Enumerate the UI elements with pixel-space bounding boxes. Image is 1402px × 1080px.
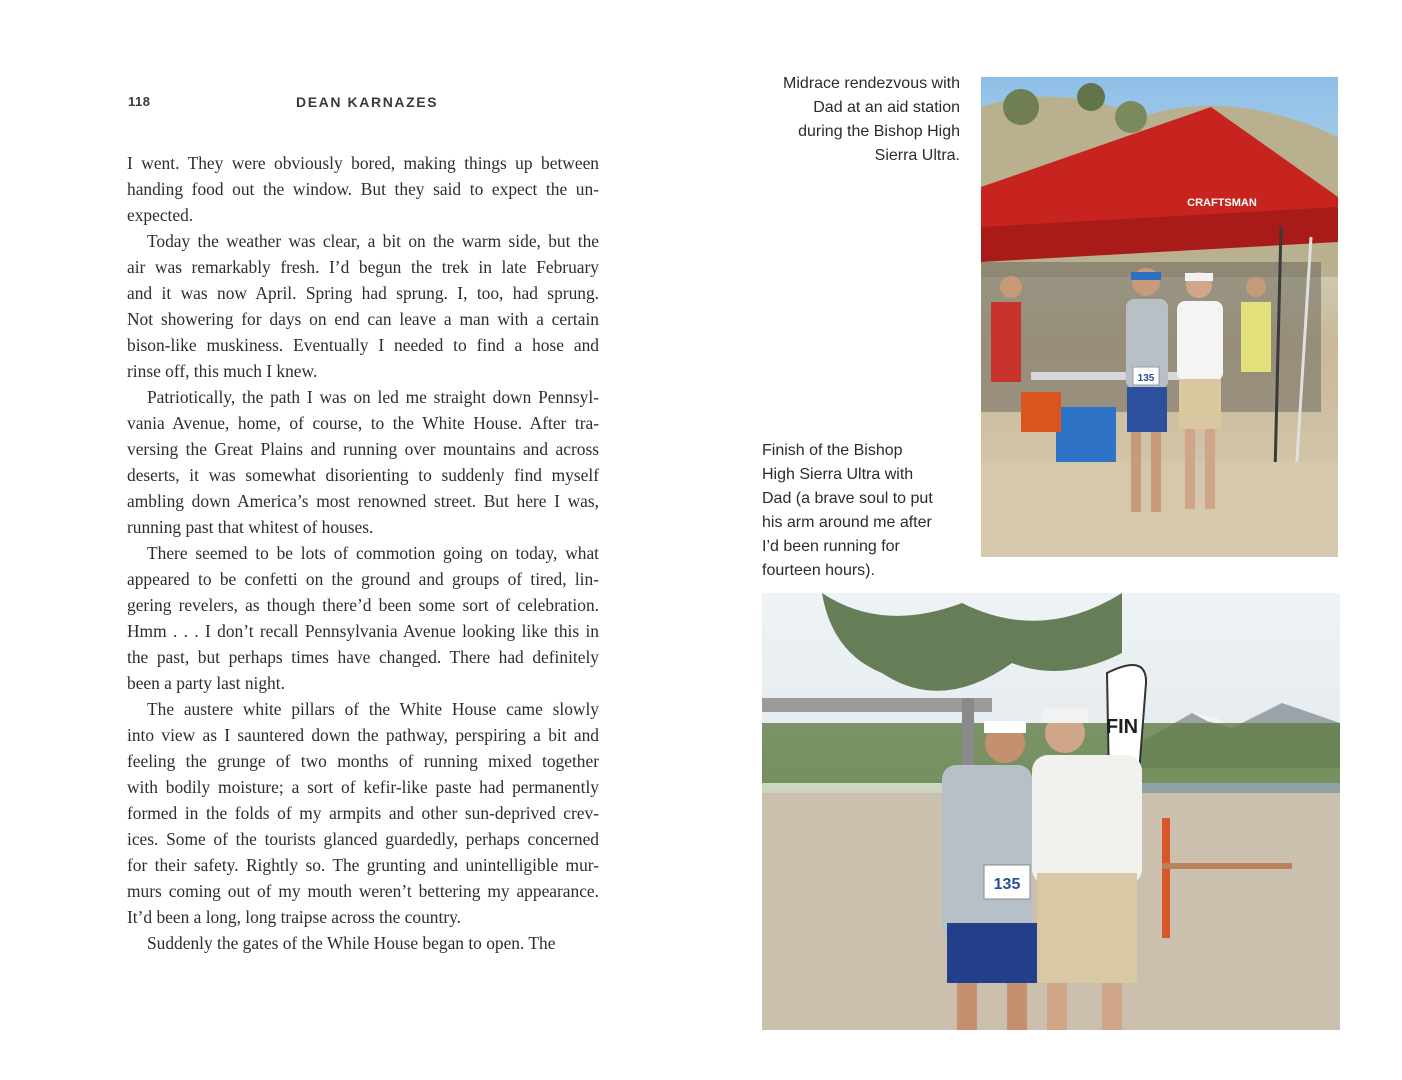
caption-line: Dad (a brave soul to put [762,490,933,507]
dad-leg [1185,429,1195,509]
photo-caption-finish [762,439,972,583]
runner-leg [1151,432,1161,512]
body-text-line: feeling the grunge of two months of running mixed together [127,751,599,771]
body-text-line: bison-like muskiness. Eventually I needed to find a hose and [127,335,599,355]
dad-cap [1042,709,1088,723]
caption-line: fourteen hours). [762,562,875,579]
body-text-line: Today the weather was clear, a bit on the warm side, but the [147,231,599,251]
finish-line-illustration [762,593,1340,1030]
dad-shorts [1037,873,1137,983]
runner-leg [957,983,977,1030]
dad-leg [1205,429,1215,509]
body-text-line: been a party last night. [127,673,285,693]
runner-bib-number: 135 [1137,373,1155,384]
body-text-line: versing the Great Plains and running over mountains and across [127,439,599,459]
shrub [1115,101,1147,133]
caption-line: his arm around me after [762,514,932,531]
caption-line: Finish of the Bishop [762,442,903,459]
runner-shorts [1127,387,1167,432]
body-text-line: handing food out the window. But they said to expect the un- [127,179,599,199]
water-jug [1021,392,1061,432]
body-text-line: Suddenly the gates of the While House began to open. The [147,933,556,953]
caption-line: I’d been running for [762,538,900,555]
volunteer [1241,302,1271,372]
dad-shirt [1177,301,1223,381]
body-text-line: into view as I sauntered down the pathway, perspiring a bit and [127,725,599,745]
body-text-line: murs coming out of my mouth weren’t bettering my appearance. [127,881,599,901]
body-text [127,150,599,956]
cooler [1056,407,1116,462]
caption-line: High Sierra Ultra with [762,466,914,483]
shrub [1077,83,1105,111]
body-text-line: deserts, it was somewhat disorienting to suddenly find myself [127,465,599,485]
body-text-line: The austere white pillars of the White House came slowly [147,699,599,719]
body-text-line: It’d been a long, long traipse across the country. [127,907,462,927]
runner-cap [1131,272,1161,280]
left-page [0,0,700,1080]
runner-visor [984,721,1026,733]
body-text-line: rinse off, this much I knew. [127,361,318,381]
runner-shirt [942,765,1032,940]
volunteer-head [1000,276,1022,298]
tree-canopy [822,593,1122,691]
body-text-line: Hmm . . . I don’t recall Pennsylvania Avenue looking like this in [127,621,599,641]
body-text-line: ices. Some of the tourists glanced guardedly, perhaps concerned [127,829,599,849]
body-text-line: vania Avenue, home, of course, to the White House. After tra- [127,413,599,433]
running-head [128,94,598,114]
running-head-author: DEAN KARNAZES [296,94,439,110]
dad-leg [1047,983,1067,1030]
caption-line: Midrace rendezvous with [783,75,960,92]
dad-shirt [1032,755,1142,885]
finish-arch [762,698,992,712]
body-text-line: appeared to be confetti on the ground and groups of tired, lin- [127,569,599,589]
runner-leg [1131,432,1141,512]
body-text-line: There seemed to be lots of commotion going on today, what [147,543,599,563]
runner-shorts [947,923,1037,983]
body-text-line: ambling down America’s most renowned street. But here I was, [127,491,599,511]
shrub [1003,89,1039,125]
caption-line: Dad at an aid station [813,99,960,116]
body-text-line: air was remarkably fresh. I’d begun the trek in late February [127,257,599,277]
photo-finish-line [762,593,1340,1030]
caption-line: during the Bishop High [798,123,960,140]
right-page [700,0,1402,1080]
dad-shorts [1179,379,1221,429]
body-text-line: and it was now April. Spring had sprung. I, too, had sprung. [127,283,599,303]
aid-station-illustration [981,77,1338,557]
body-text-line: the past, but perhaps times have changed. There had definitely [127,647,599,667]
body-text-line: Patriotically, the path I was on led me straight down Pennsyl- [147,387,599,407]
dad-cap [1185,273,1213,281]
fence-post [1162,818,1170,938]
photo-aid-station [981,77,1338,557]
runner-bib-number: 135 [993,876,1021,893]
volunteer-head [1246,277,1266,297]
body-text-line: I went. They were obviously bored, making things up between [127,153,599,173]
body-text-line: with bodily moisture; a sort of kefir-like paste had permanently [127,777,599,797]
dad-leg [1102,983,1122,1030]
body-text-line: running past that whitest of houses. [127,517,374,537]
runner-leg [1007,983,1027,1030]
volunteer [991,302,1021,382]
finish-banner-text: FIN [1105,716,1139,738]
photo-caption-aid-station [770,72,960,168]
page-number: 118 [128,94,151,109]
body-text-line: formed in the folds of my armpits and other sun-deprived crev- [127,803,599,823]
fence-rail [1162,863,1292,869]
body-text-line: Not showering for days on end can leave a man with a certain [127,309,599,329]
canopy-brand-text: CRAFTSMAN [1187,197,1257,209]
body-text-line: expected. [127,205,194,225]
caption-line: Sierra Ultra. [874,147,960,164]
body-text-line: gering revelers, as though there’d been some sort of celebration. [127,595,599,615]
body-text-line: for their safety. Rightly so. The grunting and unintelligible mur- [127,855,599,875]
